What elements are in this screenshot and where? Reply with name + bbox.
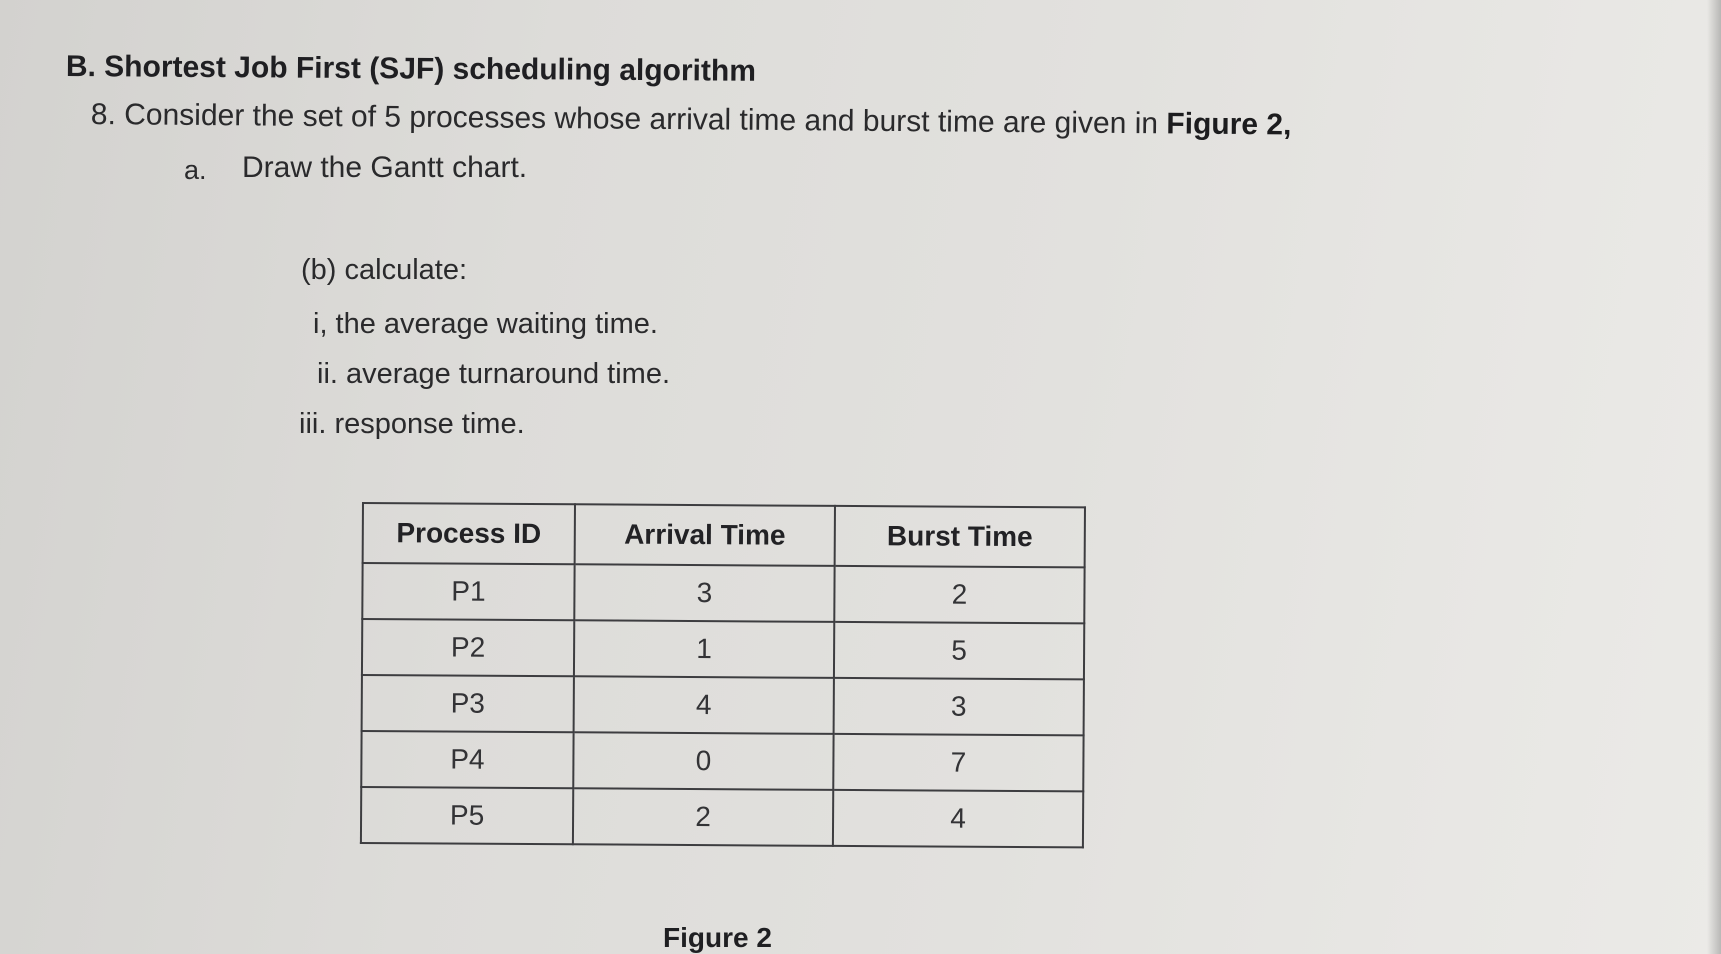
part-b-label: (b) calculate:	[301, 254, 468, 286]
arrival-time-cell: 1	[574, 620, 834, 678]
burst-time-cell: 5	[834, 622, 1084, 680]
section-heading: B. Shortest Job First (SJF) scheduling algorithm	[65, 50, 757, 88]
table-row	[362, 619, 1084, 679]
question-body: 8. Consider the set of 5 processes whose arrival time and burst time are given in	[90, 98, 1159, 141]
question-text	[91, 100, 1292, 140]
process-id-cell: P3	[362, 675, 574, 732]
burst-time-cell: 4	[833, 790, 1083, 848]
table-row	[361, 731, 1083, 791]
table-row	[361, 787, 1083, 847]
part-b-item-response-time: iii. response time.	[299, 408, 525, 440]
burst-time-cell: 3	[834, 678, 1084, 736]
burst-time-cell: 7	[833, 734, 1083, 792]
header-burst-time: Burst Time	[835, 506, 1085, 568]
figure-reference: Figure 2,	[1166, 107, 1292, 142]
figure-caption: Figure 2	[663, 922, 772, 953]
process-id-cell: P2	[362, 619, 574, 676]
arrival-time-cell: 3	[574, 564, 834, 622]
arrival-time-cell: 0	[573, 732, 833, 790]
arrival-time-cell: 4	[574, 676, 834, 734]
arrival-time-cell: 2	[573, 788, 833, 846]
header-arrival-time: Arrival Time	[575, 504, 835, 566]
process-id-cell: P1	[362, 563, 574, 620]
page-edge-shadow	[1707, 0, 1721, 954]
part-a-marker: a.	[184, 155, 207, 185]
table-row	[362, 563, 1084, 623]
table-row	[362, 675, 1084, 735]
process-id-cell: P4	[361, 731, 573, 788]
part-b-item-waiting-time: i, the average waiting time.	[313, 308, 658, 340]
part-a-text: Draw the Gantt chart.	[242, 151, 528, 184]
header-process-id: Process ID	[363, 503, 575, 564]
table-header-row	[363, 503, 1085, 567]
process-table	[360, 502, 1086, 848]
burst-time-cell: 2	[834, 566, 1084, 624]
part-b-item-turnaround-time: ii. average turnaround time.	[317, 358, 671, 390]
process-id-cell: P5	[361, 787, 573, 844]
